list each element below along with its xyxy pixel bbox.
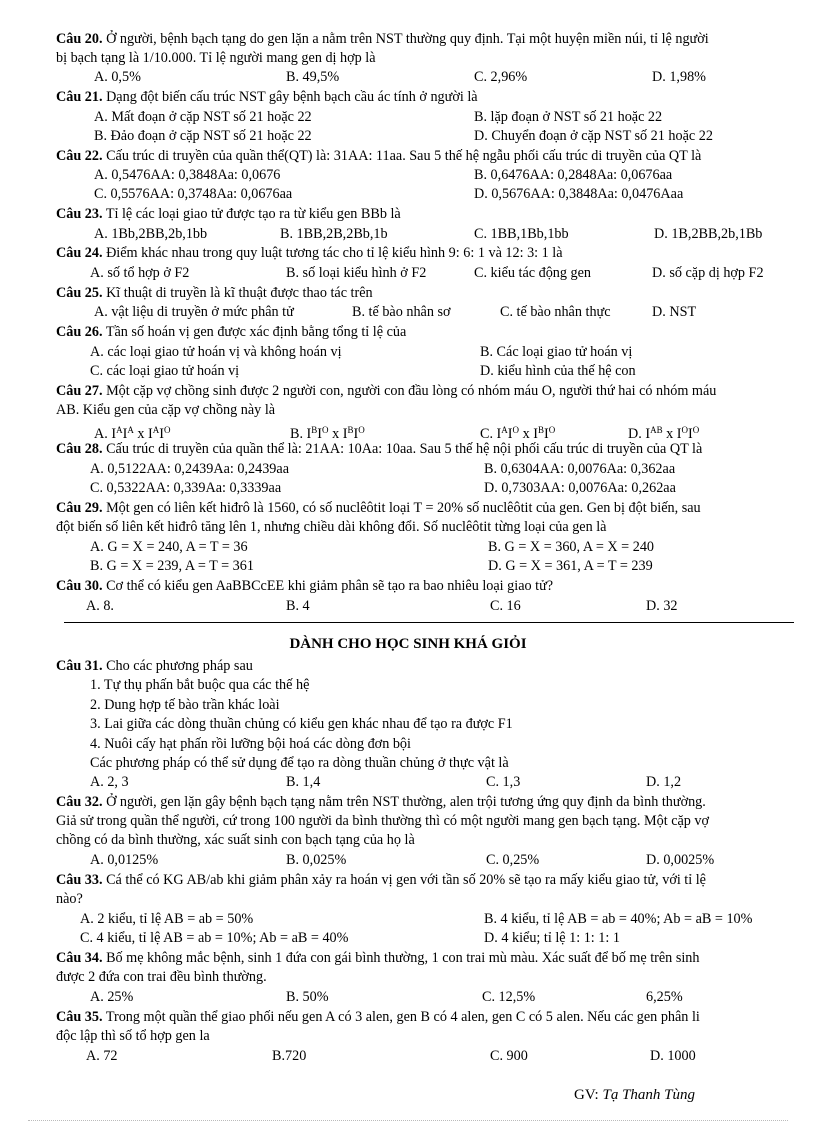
answer-option: A. 0,5% xyxy=(94,69,141,85)
question-31-item: 2. Dung hợp tế bào trần khác loài xyxy=(90,697,280,713)
answer-option: C. 12,5% xyxy=(482,989,536,1005)
teacher-signature: GV: Tạ Thanh Tùng xyxy=(574,1087,696,1103)
answer-option: D. 0,5676AA: 0,3848Aa: 0,0476Aaa xyxy=(474,186,684,202)
question-32-line-1: Câu 32. Ở người, gen lặn gây bệnh bạch tạng nằm trên NST thường, alen trội tương ứng quy định da bình thường. xyxy=(56,794,706,810)
answer-option: A. G = X = 240, A = T = 36 xyxy=(90,539,248,555)
answer-option: A. số tổ hợp ở F2 xyxy=(90,265,190,281)
answer-option: C. tế bào nhân thực xyxy=(500,304,611,320)
answer-option: D. $I^{AB}$ x $I^OI^O$ xyxy=(628,425,700,442)
answer-option: D. 1,98% xyxy=(652,69,706,85)
answer-option: D. 0,7303AA: 0,0076Aa: 0,262aa xyxy=(484,480,676,496)
answer-option: B. Các loại giao tử hoán vị xyxy=(480,344,633,360)
answer-option: B. 0,6476AA: 0,2848Aa: 0,0676aa xyxy=(474,167,673,183)
answer-option: A. 0,5122AA: 0,2439Aa: 0,2439aa xyxy=(90,461,289,477)
answer-option: A. 1Bb,2BB,2b,1bb xyxy=(94,226,208,242)
question-22-line-1: Câu 22. Cấu trúc di truyền của quần thể(QT) là: 31AA: 11aa. Sau 5 thế hệ ngẫu phối cấu trúc di truyền của QT là xyxy=(56,148,702,164)
answer-option: B. 0,025% xyxy=(286,852,347,868)
question-31-prompt: Các phương pháp có thể sử dụng để tạo ra dòng thuần chủng ở thực vật là xyxy=(90,755,509,771)
answer-option: C. $I^AI^O$ x $I^BI^O$ xyxy=(480,425,556,442)
answer-option: B. lặp đoạn ở NST số 21 hoặc 22 xyxy=(474,109,663,125)
question-label: Câu 20. xyxy=(56,31,103,47)
footer-rule xyxy=(28,1120,788,1121)
answer-option: A. các loại giao tử hoán vị và không hoán vị xyxy=(90,344,342,360)
answer-option: C. 1,3 xyxy=(486,774,521,790)
question-31-item: 4. Nuôi cấy hạt phấn rồi lưỡng bội hoá các dòng đơn bội xyxy=(90,736,411,752)
question-23-line-1: Câu 23. Tỉ lệ các loại giao tử được tạo ra từ kiểu gen BBb là xyxy=(56,206,401,222)
answer-option: A. Mất đoạn ở cặp NST số 21 hoặc 22 xyxy=(94,109,312,125)
answer-option: D. NST xyxy=(652,304,697,320)
question-35-line-2: độc lập thì số tổ hợp gen la xyxy=(56,1028,210,1044)
answer-option: D. số cặp dị hợp F2 xyxy=(652,265,764,281)
question-32-line-2: Giả sử trong quần thể người, cứ trong 100 người da bình thường thì có một người mang gen bạch tạng. Một cặp vợ xyxy=(56,813,710,829)
question-31-item: 1. Tự thụ phấn bắt buộc qua các thế hệ xyxy=(90,677,310,693)
question-33-line-1: Câu 33. Cá thể có KG AB/ab khi giảm phân xảy ra hoán vị gen với tần số 20% sẽ tạo ra mấy kiểu giao tử, với tỉ lệ xyxy=(56,872,706,888)
answer-option: B. G = X = 239, A = T = 361 xyxy=(90,558,254,574)
answer-option: 6,25% xyxy=(646,989,683,1005)
question-25-line-1: Câu 25. Kĩ thuật di truyền là kĩ thuật được thao tác trên xyxy=(56,285,373,301)
answer-option: C. 0,5576AA: 0,3748Aa: 0,0676aa xyxy=(94,186,293,202)
question-26-line-1: Câu 26. Tần số hoán vị gen được xác định bằng tổng tỉ lệ của xyxy=(56,324,407,340)
answer-option: A. 2 kiểu, tỉ lệ AB = ab = 50% xyxy=(80,911,254,927)
answer-option: A. 0,5476AA: 0,3848Aa: 0,0676 xyxy=(94,167,281,183)
answer-option: B. 49,5% xyxy=(286,69,340,85)
answer-option: C. các loại giao tử hoán vị xyxy=(90,363,240,379)
question-31-item: 3. Lai giữa các dòng thuần chủng có kiểu gen khác nhau để tạo ra được F1 xyxy=(90,716,513,732)
answer-option: C. kiểu tác động gen xyxy=(474,265,592,281)
answer-option: C. 2,96% xyxy=(474,69,528,85)
answer-option: C. 4 kiểu, tỉ lệ AB = ab = 10%; Ab = aB = 40% xyxy=(80,930,349,946)
question-20-line-2: bị bạch tạng là 1/10.000. Tỉ lệ người mang gen dị hợp là xyxy=(56,50,376,66)
answer-option: B. 0,6304AA: 0,0076Aa: 0,362aa xyxy=(484,461,676,477)
answer-option: B. Đảo đoạn ở cặp NST số 21 hoặc 22 xyxy=(94,128,312,144)
answer-option: C. 1BB,1Bb,1bb xyxy=(474,226,569,242)
answer-option: A. vật liệu di truyền ở mức phân tử xyxy=(94,304,294,320)
section-title: DÀNH CHO HỌC SINH KHÁ GIỎI xyxy=(289,636,527,652)
question-28-line-1: Câu 28. Cấu trúc di truyền của quần thể là: 21AA: 10Aa: 10aa. Sau 5 thế hệ nội phối cấu trúc di truyền của QT là xyxy=(56,441,703,457)
question-21-line-1: Câu 21. Dạng đột biến cấu trúc NST gây bệnh bạch cầu ác tính ở người là xyxy=(56,89,478,105)
answer-option: A. 2, 3 xyxy=(90,774,129,790)
answer-option: D. 1,2 xyxy=(646,774,682,790)
question-33-line-2: nào? xyxy=(56,891,83,907)
answer-option: A. 72 xyxy=(86,1048,118,1064)
question-31-line-1: Câu 31. Cho các phương pháp sau xyxy=(56,658,253,674)
question-30-line-1: Câu 30. Cơ thể có kiểu gen AaBBCcEE khi giảm phân sẽ tạo ra bao nhiêu loại giao tử? xyxy=(56,578,554,594)
answer-option: D. 1B,2BB,2b,1Bb xyxy=(654,226,763,242)
answer-option: D. G = X = 361, A = T = 239 xyxy=(488,558,653,574)
question-29-line-2: đột biến số liên kết hiđrô tăng lên 1, nhưng chiều dài không đổi. Số nuclêôtit từng loại của gen là xyxy=(56,519,607,535)
answer-option: D. 0,0025% xyxy=(646,852,715,868)
question-34-line-2: được 2 đứa con trai đều bình thường. xyxy=(56,969,267,985)
answer-option: C. 900 xyxy=(490,1048,528,1064)
answer-option: D. 4 kiểu; tỉ lệ 1: 1: 1: 1 xyxy=(484,930,620,946)
answer-option: D. 32 xyxy=(646,598,678,614)
answer-option: B.720 xyxy=(272,1048,307,1064)
answer-option: C. 0,5322AA: 0,339Aa: 0,3339aa xyxy=(90,480,282,496)
answer-option: A. 8. xyxy=(86,598,114,614)
answer-option: B. 4 kiểu, tỉ lệ AB = ab = 40%; Ab = aB = 10% xyxy=(484,911,753,927)
answer-option: B. 50% xyxy=(286,989,329,1005)
answer-option: B. tế bào nhân sơ xyxy=(352,304,451,320)
question-20-line-1: Câu 20. Ở người, bệnh bạch tạng do gen lặn a nằm trên NST thường quy định. Tại một huyện miền núi, tỉ lệ người xyxy=(56,31,709,47)
question-27-line-1: Câu 27. Một cặp vợ chồng sinh được 2 người con, người con đầu lòng có nhóm máu O, người thứ hai có nhóm máu xyxy=(56,383,717,399)
answer-option: C. 16 xyxy=(490,598,521,614)
question-29-line-1: Câu 29. Một gen có liên kết hiđrô là 1560, có số nuclêôtit loại T = 20% số nuclêôtit của gen. Gen bị đột biến, sau xyxy=(56,500,701,516)
answer-option: B. G = X = 360, A = X = 240 xyxy=(488,539,655,555)
answer-option: D. kiểu hình của thế hệ con xyxy=(480,363,636,379)
question-32-line-3: chồng có da bình thường, xác suất sinh con bạch tạng của họ là xyxy=(56,832,415,848)
answer-option: D. 1000 xyxy=(650,1048,696,1064)
answer-option: B. $I^BI^O$ x $I^BI^O$ xyxy=(290,425,365,442)
answer-option: B. 4 xyxy=(286,598,310,614)
answer-option: C. 0,25% xyxy=(486,852,540,868)
answer-option: B. 1,4 xyxy=(286,774,321,790)
question-27-line-2: AB. Kiểu gen của cặp vợ chồng này là xyxy=(56,402,276,418)
question-34-line-1: Câu 34. Bố mẹ không mắc bệnh, sinh 1 đứa con gái bình thường, 1 con trai mù màu. Xác suất để bố mẹ trên sinh xyxy=(56,950,700,966)
answer-option: A. $I^AI^A$ x $I^AI^O$ xyxy=(94,425,171,442)
answer-option: A. 25% xyxy=(90,989,134,1005)
answer-option: B. 1BB,2B,2Bb,1b xyxy=(280,226,388,242)
question-24-line-1: Câu 24. Điểm khác nhau trong quy luật tương tác cho tỉ lệ kiểu hình 9: 6: 1 và 12: 3: 1 là xyxy=(56,245,563,261)
answer-option: B. số loại kiểu hình ở F2 xyxy=(286,265,427,281)
question-35-line-1: Câu 35. Trong một quần thể giao phối nếu gen A có 3 alen, gen B có 4 alen, gen C có 5 alen. Nếu các gen phân li xyxy=(56,1009,700,1025)
answer-option: D. Chuyển đoạn ở cặp NST số 21 hoặc 22 xyxy=(474,128,713,144)
answer-option: A. 0,0125% xyxy=(90,852,159,868)
teacher-name: Tạ Thanh Tùng xyxy=(602,1087,696,1103)
section-divider xyxy=(64,622,794,623)
